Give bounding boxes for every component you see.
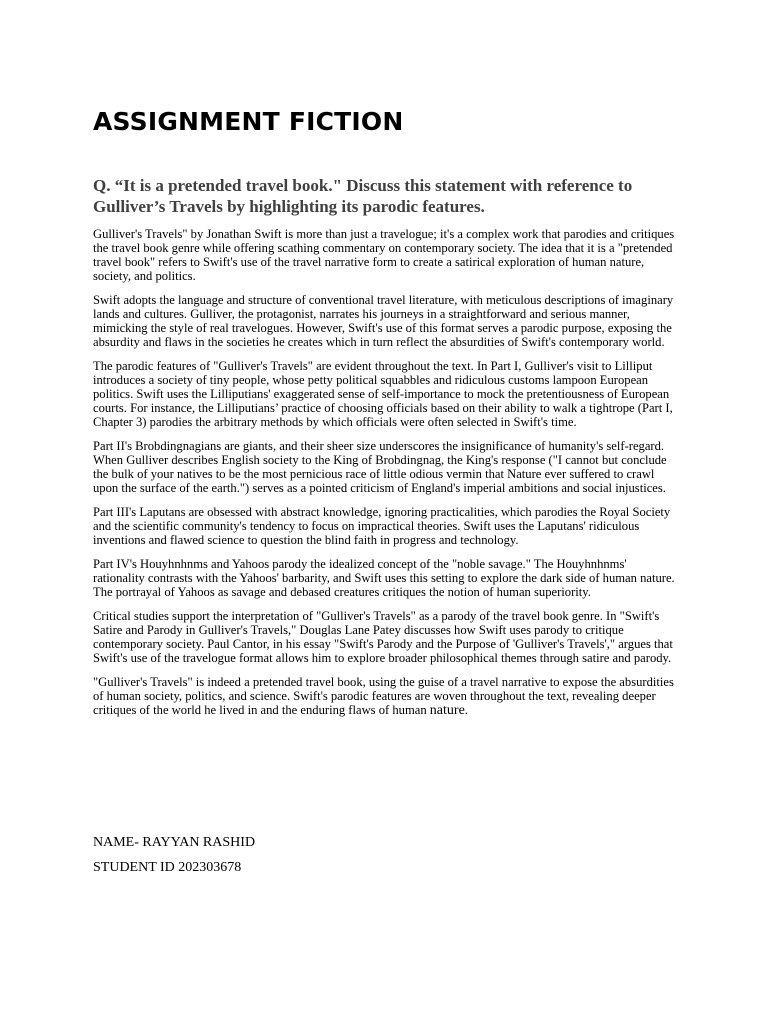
essay-body bbox=[93, 227, 681, 728]
essay-paragraph: Gulliver's Travels" by Jonathan Swift is more than just a travelogue; it's a complex work that parodies and critiques the travel book genre while offering scathing commentary on contemporary society. The idea that it is a "pretended travel book" refers to Swift's use of the travel narrative form to create a satirical exploration of human nature, society, and politics. bbox=[93, 227, 675, 284]
essay-paragraph: Critical studies support the interpretation of "Gulliver's Travels" as a parody of the travel book genre. In "Swift's Satire and Parody in Gulliver's Travels," Douglas Lane Patey discusses how Swift uses parody to critique contemporary society. Paul Cantor, in his essay "Swift's Parody and the Purpose of 'Gulliver's Travels'," argues that Swift's use of the travelogue format allows him to explore broader philosophical themes through satire and parody. bbox=[93, 608, 673, 665]
document-title: ASSIGNMENT FICTION bbox=[93, 107, 404, 136]
essay-paragraph: Swift adopts the language and structure of conventional travel literature, with meticulous descriptions of imaginary lands and cultures. Gulliver, the protagonist, narrates his journeys in a straightforward and serious manner, mimicking the style of real travelogues. However, Swift's use of this format serves a parodic purpose, exposing the absurdity and flaws in the societies he creates which in turn reflect the absurdities of Swift's contemporary world. bbox=[93, 292, 674, 350]
assignment-question: Q. “It is a pretended travel book." Discuss this statement with reference to Gulliver’s Travels by highlighting its parodic features. bbox=[93, 176, 633, 216]
essay-paragraph: The parodic features of "Gulliver's Travels" are evident throughout the text. In Part I, Gulliver's visit to Lilliput introduces a society of tiny people, whose petty political squabbles and ridiculous customs lampoon European politics. Swift uses the Lilliputians' exaggerated sense of self-importance to mock the pretentiousness of European courts. For instance, the Lilliputians’ practice of choosing officials based on their ability to walk a tightrope (Part I, Chapter 3) parodies the arbitrary methods by which officials were often selected in Swift's time. bbox=[93, 358, 673, 430]
conclusion-end: . bbox=[464, 702, 468, 717]
essay-paragraph: Part III's Laputans are obsessed with abstract knowledge, ignoring practicalities, which parodies the Royal Society and the scientific community's tendency to focus on impractical theories. Swift uses the Laputans' ridiculous inventions and flawed science to question the blind faith in progress and technology. bbox=[93, 504, 671, 548]
conclusion-last-word: nature bbox=[429, 702, 465, 718]
student-name: NAME- RAYYAN RASHID bbox=[93, 835, 256, 850]
essay-paragraph: Part II's Brobdingnagians are giants, and their sheer size underscores the insignificance of humanity's self-regard. When Gulliver describes English society to the King of Brobdingnag, the King's response ("I cannot but conclude the bulk of your natives to be the most pernicious race of little odious vermin that Nature ever suffered to crawl upon the surface of the earth.") serves as a pointed criticism of England's imperial ambitions and social injustices. bbox=[93, 439, 667, 496]
essay-paragraph: Part IV's Houyhnhnms and Yahoos parody the idealized concept of the "noble savage." The Houyhnhnms' rationality contrasts with the Yahoos' barbarity, and Swift uses this setting to explore the dark side of human nature. The portrayal of Yahoos as savage and debased creatures critiques the notion of human superiority. bbox=[93, 556, 675, 600]
student-id: STUDENT ID 202303678 bbox=[93, 860, 242, 875]
conclusion-text: "Gulliver's Travels" is indeed a pretended travel book, using the guise of a travel narrative to expose the absurdities of human society, politics, and science. Swift's parodic features are woven throughout the text, revealing deeper critiques of the world he lived in and the enduring flaws of human bbox=[93, 674, 674, 717]
conclusion-paragraph bbox=[93, 675, 681, 718]
